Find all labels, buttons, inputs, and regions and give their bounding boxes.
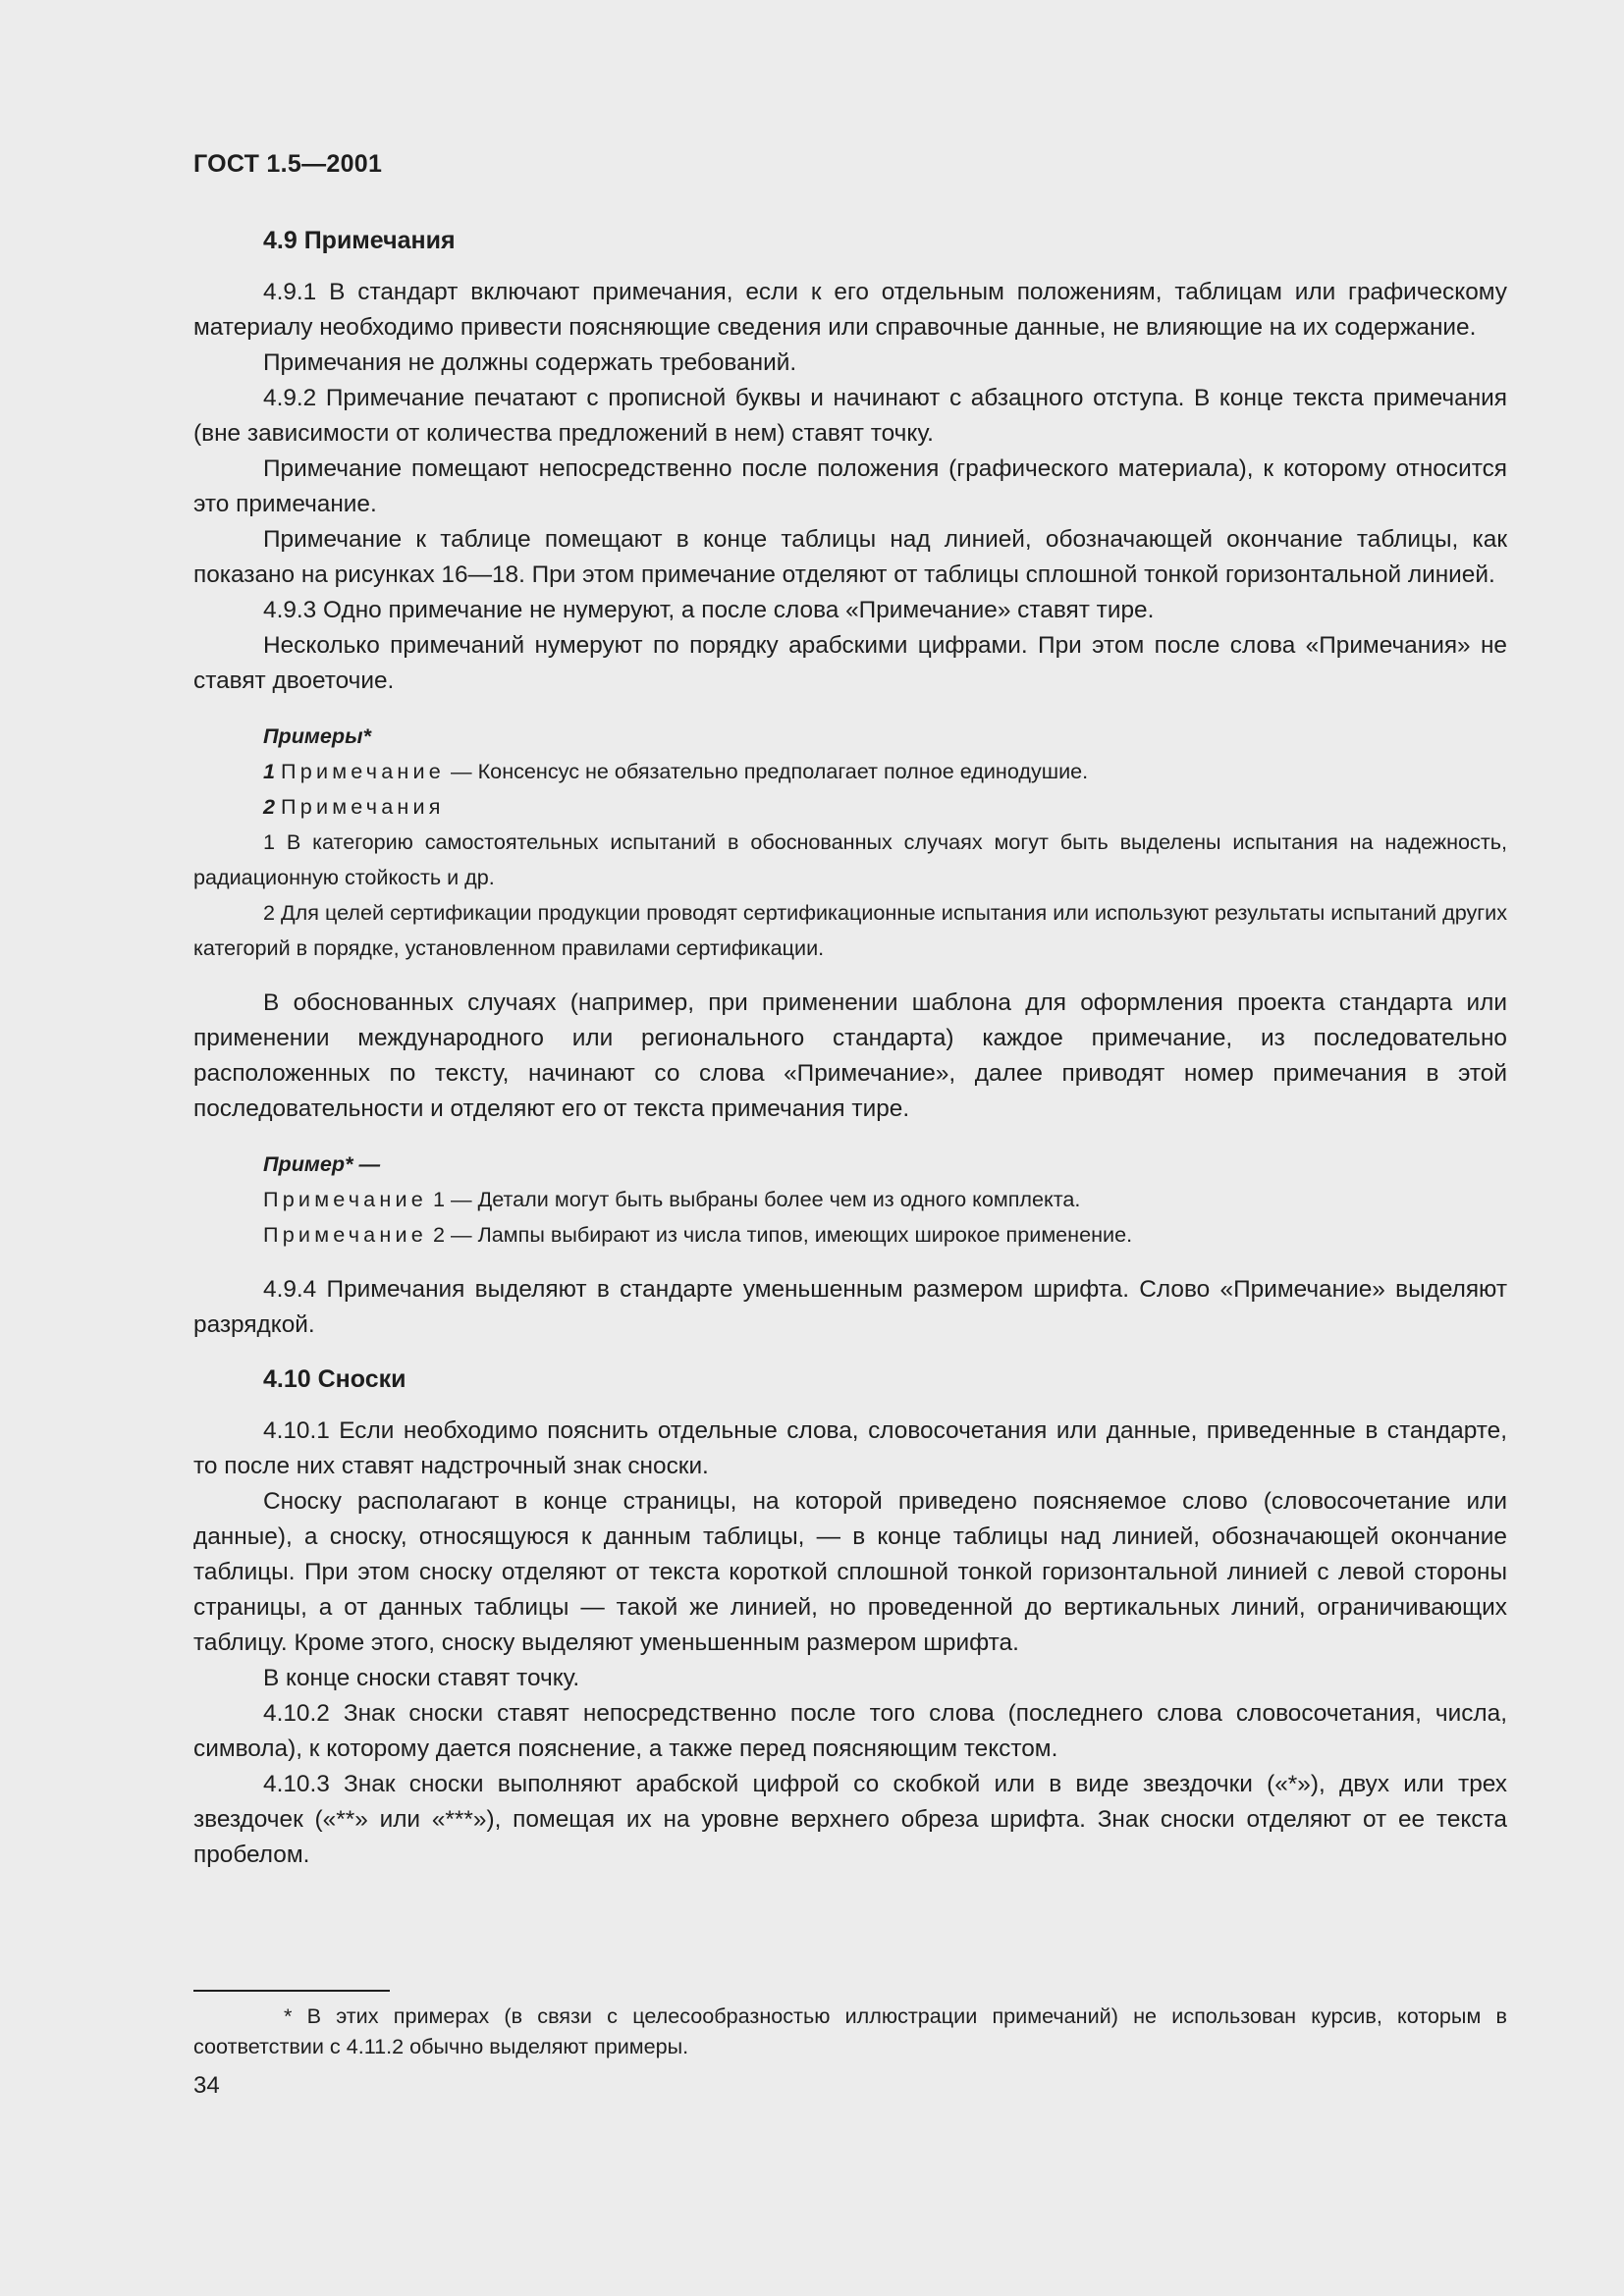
example-line-1	[193, 754, 1507, 789]
document-code-header: ГОСТ 1.5—2001	[193, 150, 383, 178]
footnote-text: * В этих примерах (в связи с целесообразностью иллюстрации примечаний) не использован курсив, которым в соответствии с 4.11.2 обычно выделяют примеры.	[193, 2003, 1507, 2058]
example-text: — Лампы выбирают из числа типов, имеющих широкое применение.	[445, 1222, 1133, 1247]
paragraph-note-placement: Примечание помещают непосредственно после положения (графического материала), к которому относится это примечание.	[193, 455, 1507, 517]
footnote-separator-line	[193, 1990, 390, 1992]
paragraph-justified-cases: В обоснованных случаях (например, при применении шаблона для оформления проекта стандарта или применении международного или регионального стандарта) каждое примечание, из последовательно расположенных по тексту, начинают со слова «Примечание», далее приводят номер примечания в этой последовательности и отделяют его от текста примечания тире.	[193, 989, 1507, 1122]
example-number: 2	[427, 1222, 446, 1247]
paragraph-multiple-notes: Несколько примечаний нумеруют по порядку арабскими цифрами. При этом после слова «Примечания» не ставят двоеточие.	[193, 632, 1507, 694]
paragraph-4-10-2: 4.10.2 Знак сноски ставят непосредственно после того слова (последнего слова словосочетания, числа, символа), к которому дается пояснение, а также перед поясняющим текстом.	[193, 1700, 1507, 1762]
example-text: — Консенсус не обязательно предполагает полное единодушие.	[445, 759, 1089, 783]
example-line-2	[193, 789, 1507, 825]
page-number: 34	[193, 2072, 220, 2099]
example-text: — Детали могут быть выбраны более чем из одного комплекта.	[445, 1187, 1081, 1211]
note-word-spaced: Примечание	[281, 759, 446, 783]
note-word-spaced: Примечание	[263, 1187, 427, 1211]
example-number: 1	[427, 1187, 446, 1211]
section-heading-4-10: 4.10 Сноски	[263, 1365, 406, 1393]
section-heading-4-9: 4.9 Примечания	[263, 227, 456, 254]
examples-label: Примеры*	[263, 723, 371, 748]
paragraph-footnote-placement: Сноску располагают в конце страницы, на которой приведено поясняемое слово (словосочетание или данные), а сноску, относящуюся к данным таблицы, — в конце таблицы над линией, обозначающей окончание таблицы. При этом сноску отделяют от текста короткой сплошной тонкой горизонтальной линией с левой стороны страницы, а от данных таблицы — такой же линией, но проведенной до вертикальных линий, ограничивающих таблицу. Кроме этого, сноску выделяют уменьшенным размером шрифта.	[193, 1488, 1507, 1656]
example-number: 2	[263, 794, 276, 819]
paragraph-footnote-period: В конце сноски ставят точку.	[263, 1665, 580, 1691]
paragraph-4-10-1: 4.10.1 Если необходимо пояснить отдельные слова, словосочетания или данные, приведенные в стандарте, то после них ставят надстрочный знак сноски.	[193, 1417, 1507, 1479]
example-label: Пример* —	[263, 1151, 381, 1176]
document-page	[193, 147, 1507, 1873]
example-line-2	[193, 1217, 1507, 1253]
paragraph-4-9-2: 4.9.2 Примечание печатают с прописной буквы и начинают с абзацного отступа. В конце текста примечания (вне зависимости от количества предложений в нем) ставят точку.	[193, 385, 1507, 447]
example-line-1	[193, 1182, 1507, 1217]
examples-block-1	[193, 719, 1507, 966]
examples-block-2	[193, 1147, 1507, 1253]
paragraph-table-note: Примечание к таблице помещают в конце таблицы над линией, обозначающей окончание таблицы, как показано на рисунках 16—18. При этом примечание отделяют от таблицы сплошной тонкой горизонтальной линией.	[193, 526, 1507, 588]
example-note-1: 1 В категорию самостоятельных испытаний в обоснованных случаях могут быть выделены испытания на надежность, радиационную стойкость и др.	[193, 829, 1507, 889]
example-number: 1	[263, 759, 276, 783]
paragraph-no-requirements: Примечания не должны содержать требований.	[263, 349, 797, 376]
notes-word-spaced: Примечания	[281, 794, 445, 819]
example-note-2: 2 Для целей сертификации продукции проводят сертификационные испытания или используют результаты испытаний других категорий в порядке, установленном правилами сертификации.	[193, 900, 1507, 960]
paragraph-4-9-3: 4.9.3 Одно примечание не нумеруют, а после слова «Примечание» ставят тире.	[263, 597, 1155, 623]
paragraph-4-10-3: 4.10.3 Знак сноски выполняют арабской цифрой со скобкой или в виде звездочки («*»), двух или трех звездочек («**» или «***»), помещая их на уровне верхнего обреза шрифта. Знак сноски отделяют от ее текста пробелом.	[193, 1771, 1507, 1868]
note-word-spaced: Примечание	[263, 1222, 427, 1247]
paragraph-4-9-1: 4.9.1 В стандарт включают примечания, если к его отдельным положениям, таблицам или графическому материалу необходимо привести поясняющие сведения или справочные данные, не влияющие на их содержание.	[193, 279, 1507, 341]
paragraph-4-9-4: 4.9.4 Примечания выделяют в стандарте уменьшенным размером шрифта. Слово «Примечание» выделяют разрядкой.	[193, 1276, 1507, 1338]
